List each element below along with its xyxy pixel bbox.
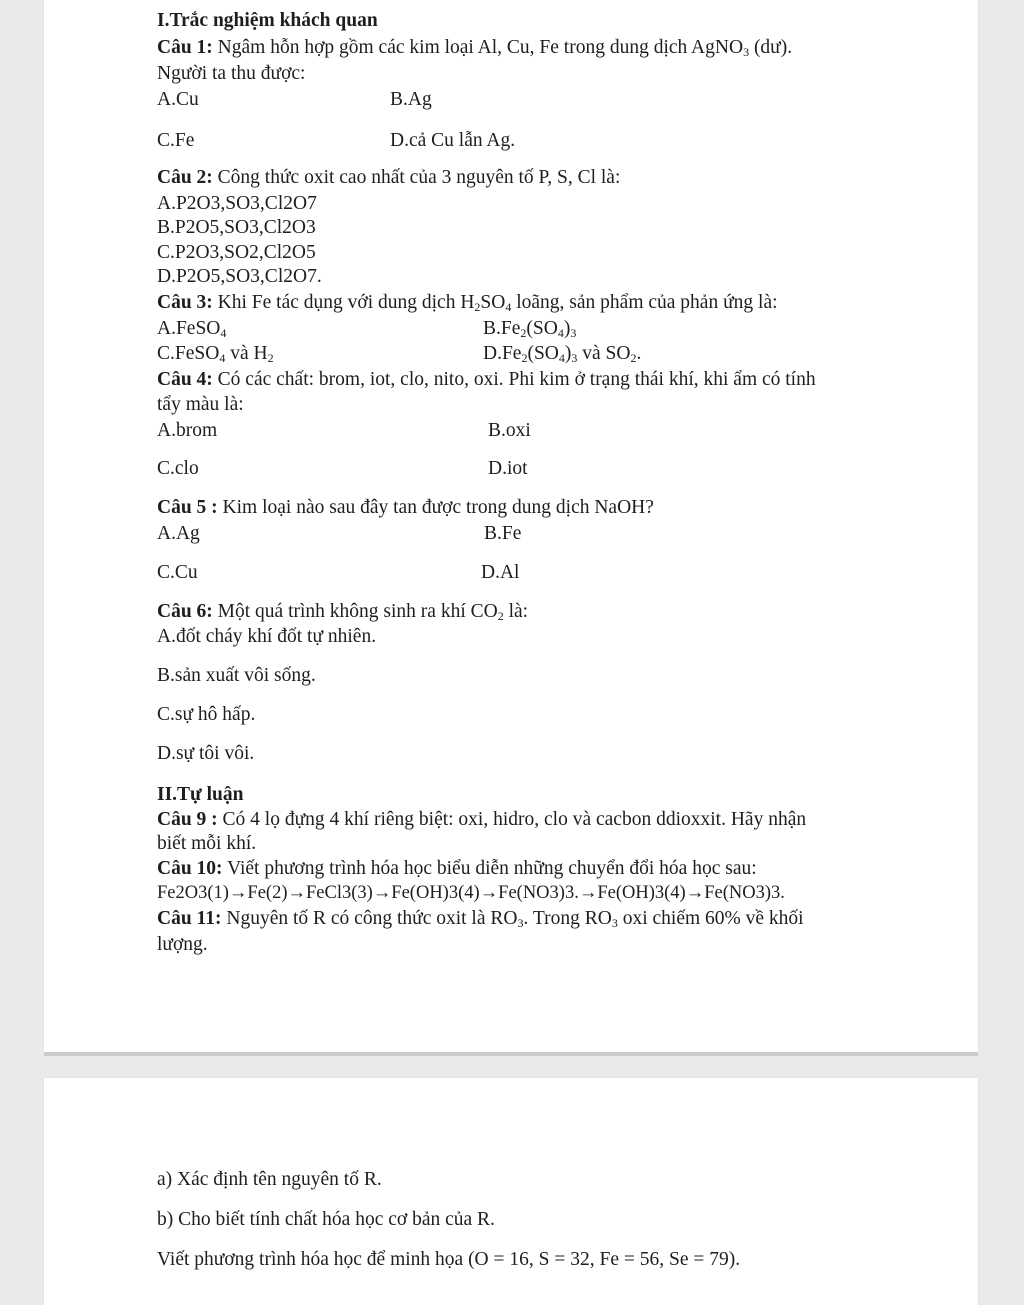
question-label: Câu 9 :: [157, 809, 218, 830]
q5-option-c: C.Cu: [157, 562, 198, 583]
option-text: D.Fe: [483, 343, 522, 364]
q4-option-a: A.brom: [157, 420, 218, 441]
question-text: Công thức oxit cao nhất của 3 nguyên tố P, S, Cl là:: [212, 167, 621, 188]
q6-option-b: B.sản xuất vôi sống.: [157, 665, 316, 686]
subscript: 4: [505, 300, 512, 314]
question-11-line-2: lượng.: [157, 934, 208, 955]
question-text: Viết phương trình hóa học biểu diễn những chuyển đổi hóa học sau:: [222, 858, 757, 879]
question-text: loãng, sản phẩm của phản ứng là:: [511, 292, 778, 313]
q2-option-c: C.P2O3,SO2,Cl2O5: [157, 242, 316, 263]
q5-option-b: B.Fe: [484, 523, 522, 544]
q3-option-b: [483, 318, 576, 340]
question-text: Kim loại nào sau đây tan được trong dung dịch NaOH?: [217, 497, 654, 518]
question-5: [157, 497, 654, 519]
question-10: [157, 858, 757, 880]
question-text: là:: [503, 601, 529, 622]
question-1-line-2: Người ta thu được:: [157, 63, 306, 84]
q2-option-b: B.P2O5,SO3,Cl2O3: [157, 217, 316, 238]
q2-option-d: D.P2O5,SO3,Cl2O7.: [157, 266, 322, 287]
question-text: oxi chiếm 60% về khối: [617, 908, 804, 929]
subscript: 3: [743, 45, 750, 59]
q1-option-d: D.cả Cu lẫn Ag.: [390, 130, 516, 151]
question-2: [157, 167, 620, 189]
question-label: Câu 4:: [157, 369, 213, 390]
question-6: [157, 601, 528, 623]
question-4-line-2: tẩy màu là:: [157, 394, 244, 415]
q11-part-c: Viết phương trình hóa học để minh họa (O = 16, S = 32, Fe = 56, Se = 79).: [157, 1249, 741, 1270]
subscript: 4: [558, 351, 565, 365]
q3-option-d: [483, 343, 641, 365]
subscript: 4: [220, 326, 227, 340]
q6-option-d: D.sự tôi vôi.: [157, 743, 255, 764]
q5-option-d: D.Al: [481, 562, 520, 583]
q2-option-a: A.P2O3,SO3,Cl2O7: [157, 193, 317, 214]
question-label: Câu 6:: [157, 601, 213, 622]
section-2-title: II.Tự luận: [157, 784, 244, 805]
q3-option-a: [157, 318, 226, 340]
section-1-title: I.Trắc nghiệm khách quan: [157, 10, 378, 31]
option-text: B.Fe: [483, 318, 521, 339]
subscript: 3: [570, 326, 577, 340]
q4-option-d: D.iot: [488, 458, 528, 479]
q3-option-c: [157, 343, 274, 365]
q11-part-b: b) Cho biết tính chất hóa học cơ bản của R.: [157, 1209, 495, 1230]
question-text: SO: [480, 292, 506, 313]
question-text: . Trong RO: [523, 908, 612, 929]
q6-option-c: C.sự hô hấp.: [157, 704, 256, 725]
page-divider: [44, 1052, 978, 1056]
q1-option-c: C.Fe: [157, 130, 195, 151]
question-text: Một quá trình không sinh ra khí CO: [212, 601, 498, 622]
option-text: và H: [225, 343, 268, 364]
question-label: Câu 1:: [157, 37, 213, 58]
subscript: 4: [557, 326, 564, 340]
option-text: ): [564, 343, 572, 364]
q4-option-b: B.oxi: [488, 420, 531, 441]
question-text: Có các chất: brom, iot, clo, nito, oxi. Phi kim ở trạng thái khí, khi ẩm có tính: [212, 369, 816, 390]
question-9: [157, 809, 806, 831]
q1-option-a: A.Cu: [157, 89, 199, 110]
question-text: Nguyên tố R có công thức oxit là RO: [221, 908, 518, 929]
subscript: 3: [611, 916, 618, 930]
option-text: .: [636, 343, 642, 364]
subscript: 2: [520, 326, 527, 340]
q5-option-a: A.Ag: [157, 523, 200, 544]
question-text: Khi Fe tác dụng với dung dịch H: [212, 292, 475, 313]
subscript: 2: [474, 300, 481, 314]
question-text: (dư).: [749, 37, 793, 58]
subscript: 2: [521, 351, 528, 365]
question-text: Ngâm hỗn hợp gồm các kim loại Al, Cu, Fe trong dung dịch AgNO: [212, 37, 744, 58]
question-1: [157, 37, 792, 59]
option-text: và SO: [577, 343, 631, 364]
question-10-reaction-chain: Fe2O3(1)→Fe(2)→FeCl3(3)→Fe(OH)3(4)→Fe(NO3)3.→Fe(OH)3(4)→Fe(NO3)3.: [157, 883, 785, 903]
subscript: 4: [219, 351, 226, 365]
q11-part-a: a) Xác định tên nguyên tố R.: [157, 1169, 382, 1190]
question-label: Câu 11:: [157, 908, 222, 929]
subscript: 2: [630, 351, 637, 365]
q4-option-c: C.clo: [157, 458, 199, 479]
subscript: 2: [497, 609, 504, 623]
question-label: Câu 5 :: [157, 497, 218, 518]
option-text: (SO: [527, 343, 559, 364]
question-9-line-2: biết mỗi khí.: [157, 833, 257, 854]
subscript: 3: [571, 351, 578, 365]
q1-option-b: B.Ag: [390, 89, 432, 110]
question-label: Câu 2:: [157, 167, 213, 188]
question-3: [157, 292, 778, 314]
q6-option-a: A.đốt cháy khí đốt tự nhiên.: [157, 626, 377, 647]
question-label: Câu 3:: [157, 292, 213, 313]
subscript: 2: [267, 351, 274, 365]
option-text: C.FeSO: [157, 343, 220, 364]
option-text: (SO: [526, 318, 558, 339]
subscript: 3: [517, 916, 524, 930]
question-11: [157, 908, 804, 930]
option-text: A.FeSO: [157, 318, 221, 339]
question-text: Có 4 lọ đựng 4 khí riêng biệt: oxi, hidro, clo và cacbon ddioxxit. Hãy nhận: [217, 809, 807, 830]
question-4: [157, 369, 816, 391]
option-text: ): [563, 318, 571, 339]
question-label: Câu 10:: [157, 858, 223, 879]
